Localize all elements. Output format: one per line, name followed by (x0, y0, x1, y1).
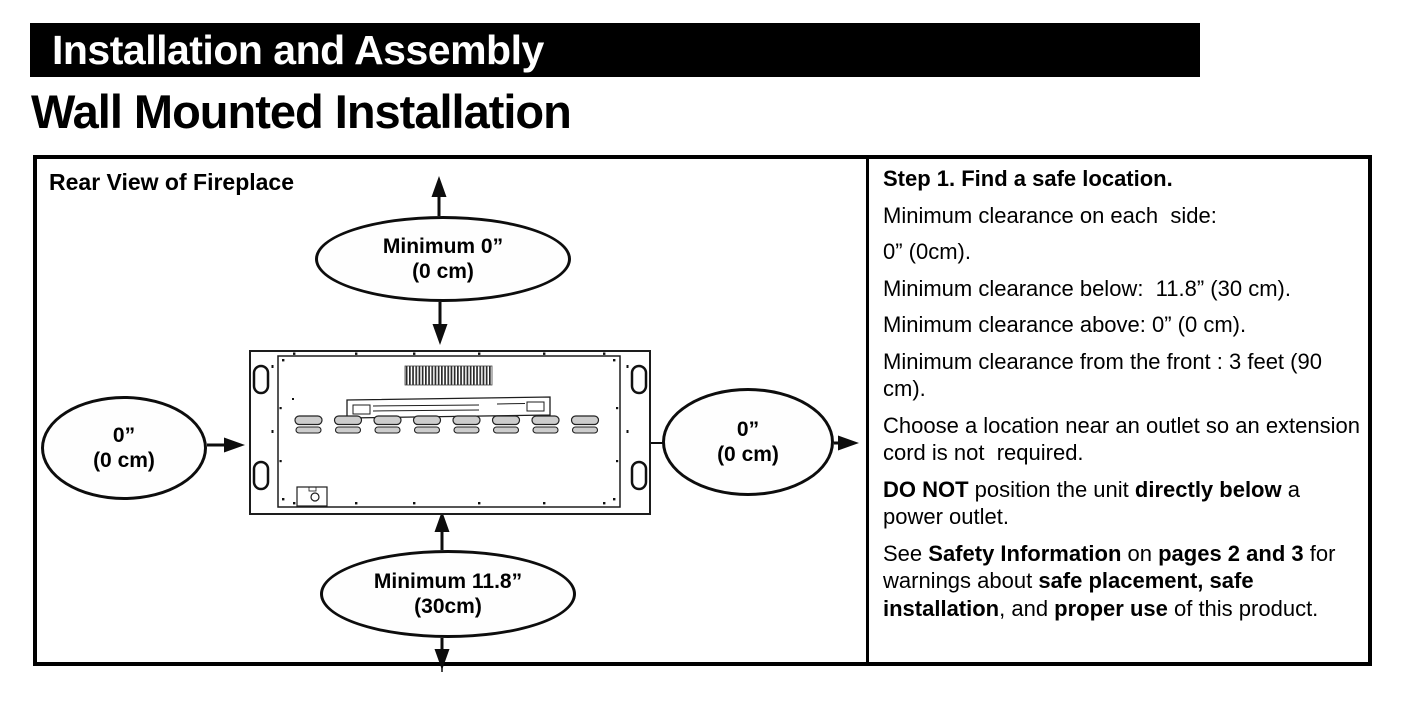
text: of this product. (1167, 595, 1319, 621)
instruction-paragraph (883, 412, 1367, 467)
clearance-bubble-right (662, 388, 834, 496)
clearance-bottom-metric: (30cm) (414, 595, 482, 618)
text: Minimum clearance from the front : 3 feet (90 cm). (883, 348, 1329, 401)
clearance-top-value: Minimum 0” (382, 235, 504, 258)
instruction-paragraph (883, 476, 1362, 531)
text: for warnings about (883, 540, 1342, 593)
text: Minimum clearance on each side: (883, 202, 1217, 228)
clearance-bubble-top (315, 216, 571, 302)
instruction-paragraph (883, 275, 1362, 303)
clearance-top-metric: (0 cm) (412, 260, 474, 283)
bold-text: DO NOT (883, 476, 969, 502)
instruction-paragraph (883, 348, 1362, 403)
text: Minimum clearance below: 11.8” (30 cm). (883, 275, 1291, 301)
text: 0” (0cm). (883, 239, 971, 264)
instruction-paragraph (883, 238, 1362, 266)
arrow-top-down (433, 302, 448, 345)
text: See (883, 540, 929, 566)
arrow-left-side (207, 438, 245, 453)
page-title: Wall Mounted Installation (31, 85, 571, 138)
instruction-paragraph (883, 202, 1362, 230)
diagram-title: Rear View of Fireplace (49, 169, 295, 195)
section-banner (30, 23, 1200, 77)
bold-text: directly below (1134, 476, 1282, 502)
junction-box (297, 487, 327, 506)
section-banner-title: Installation and Assembly (52, 26, 544, 73)
arrow-top-up (432, 176, 447, 216)
clearance-left-value: 0” (112, 424, 136, 447)
clearance-right-metric: (0 cm) (717, 443, 779, 466)
instruction-paragraph (883, 540, 1362, 623)
arrow-bottom-up (435, 511, 450, 550)
content-box (33, 155, 1372, 666)
bold-text: Safety Information (928, 540, 1122, 566)
clearance-right-value: 0” (736, 418, 760, 441)
text: a power outlet. (883, 476, 1307, 529)
text: position the unit (968, 476, 1135, 502)
text: Choose a location near an outlet so an extension cord is not required. (883, 412, 1367, 465)
instructions-pane (866, 159, 1368, 662)
instruction-paragraph (883, 311, 1362, 339)
bold-text: safe installation (883, 568, 1260, 621)
vent-grille (405, 366, 492, 385)
fireplace-rear-view-drawing (249, 350, 651, 515)
text: Minimum clearance above: 0” (0 cm). (883, 312, 1247, 337)
clearance-left-metric: (0 cm) (93, 449, 155, 472)
bold-text: proper use (1054, 595, 1168, 621)
text: , and (999, 595, 1055, 621)
diagram-pane (37, 159, 866, 662)
arrow-bottom-down (435, 638, 450, 672)
instruction-paragraph (883, 165, 1362, 193)
bold-text: safe placement, (1038, 568, 1204, 593)
bold-text: Step 1. Find a safe location. (883, 166, 1173, 191)
bold-text: pages 2 and 3 (1158, 540, 1304, 566)
text: on (1121, 540, 1159, 566)
clearance-bottom-value: Minimum 11.8” (373, 570, 523, 593)
clearance-bubble-bottom (320, 550, 576, 638)
clearance-bubble-left (41, 396, 207, 500)
mounting-bracket (347, 397, 550, 418)
